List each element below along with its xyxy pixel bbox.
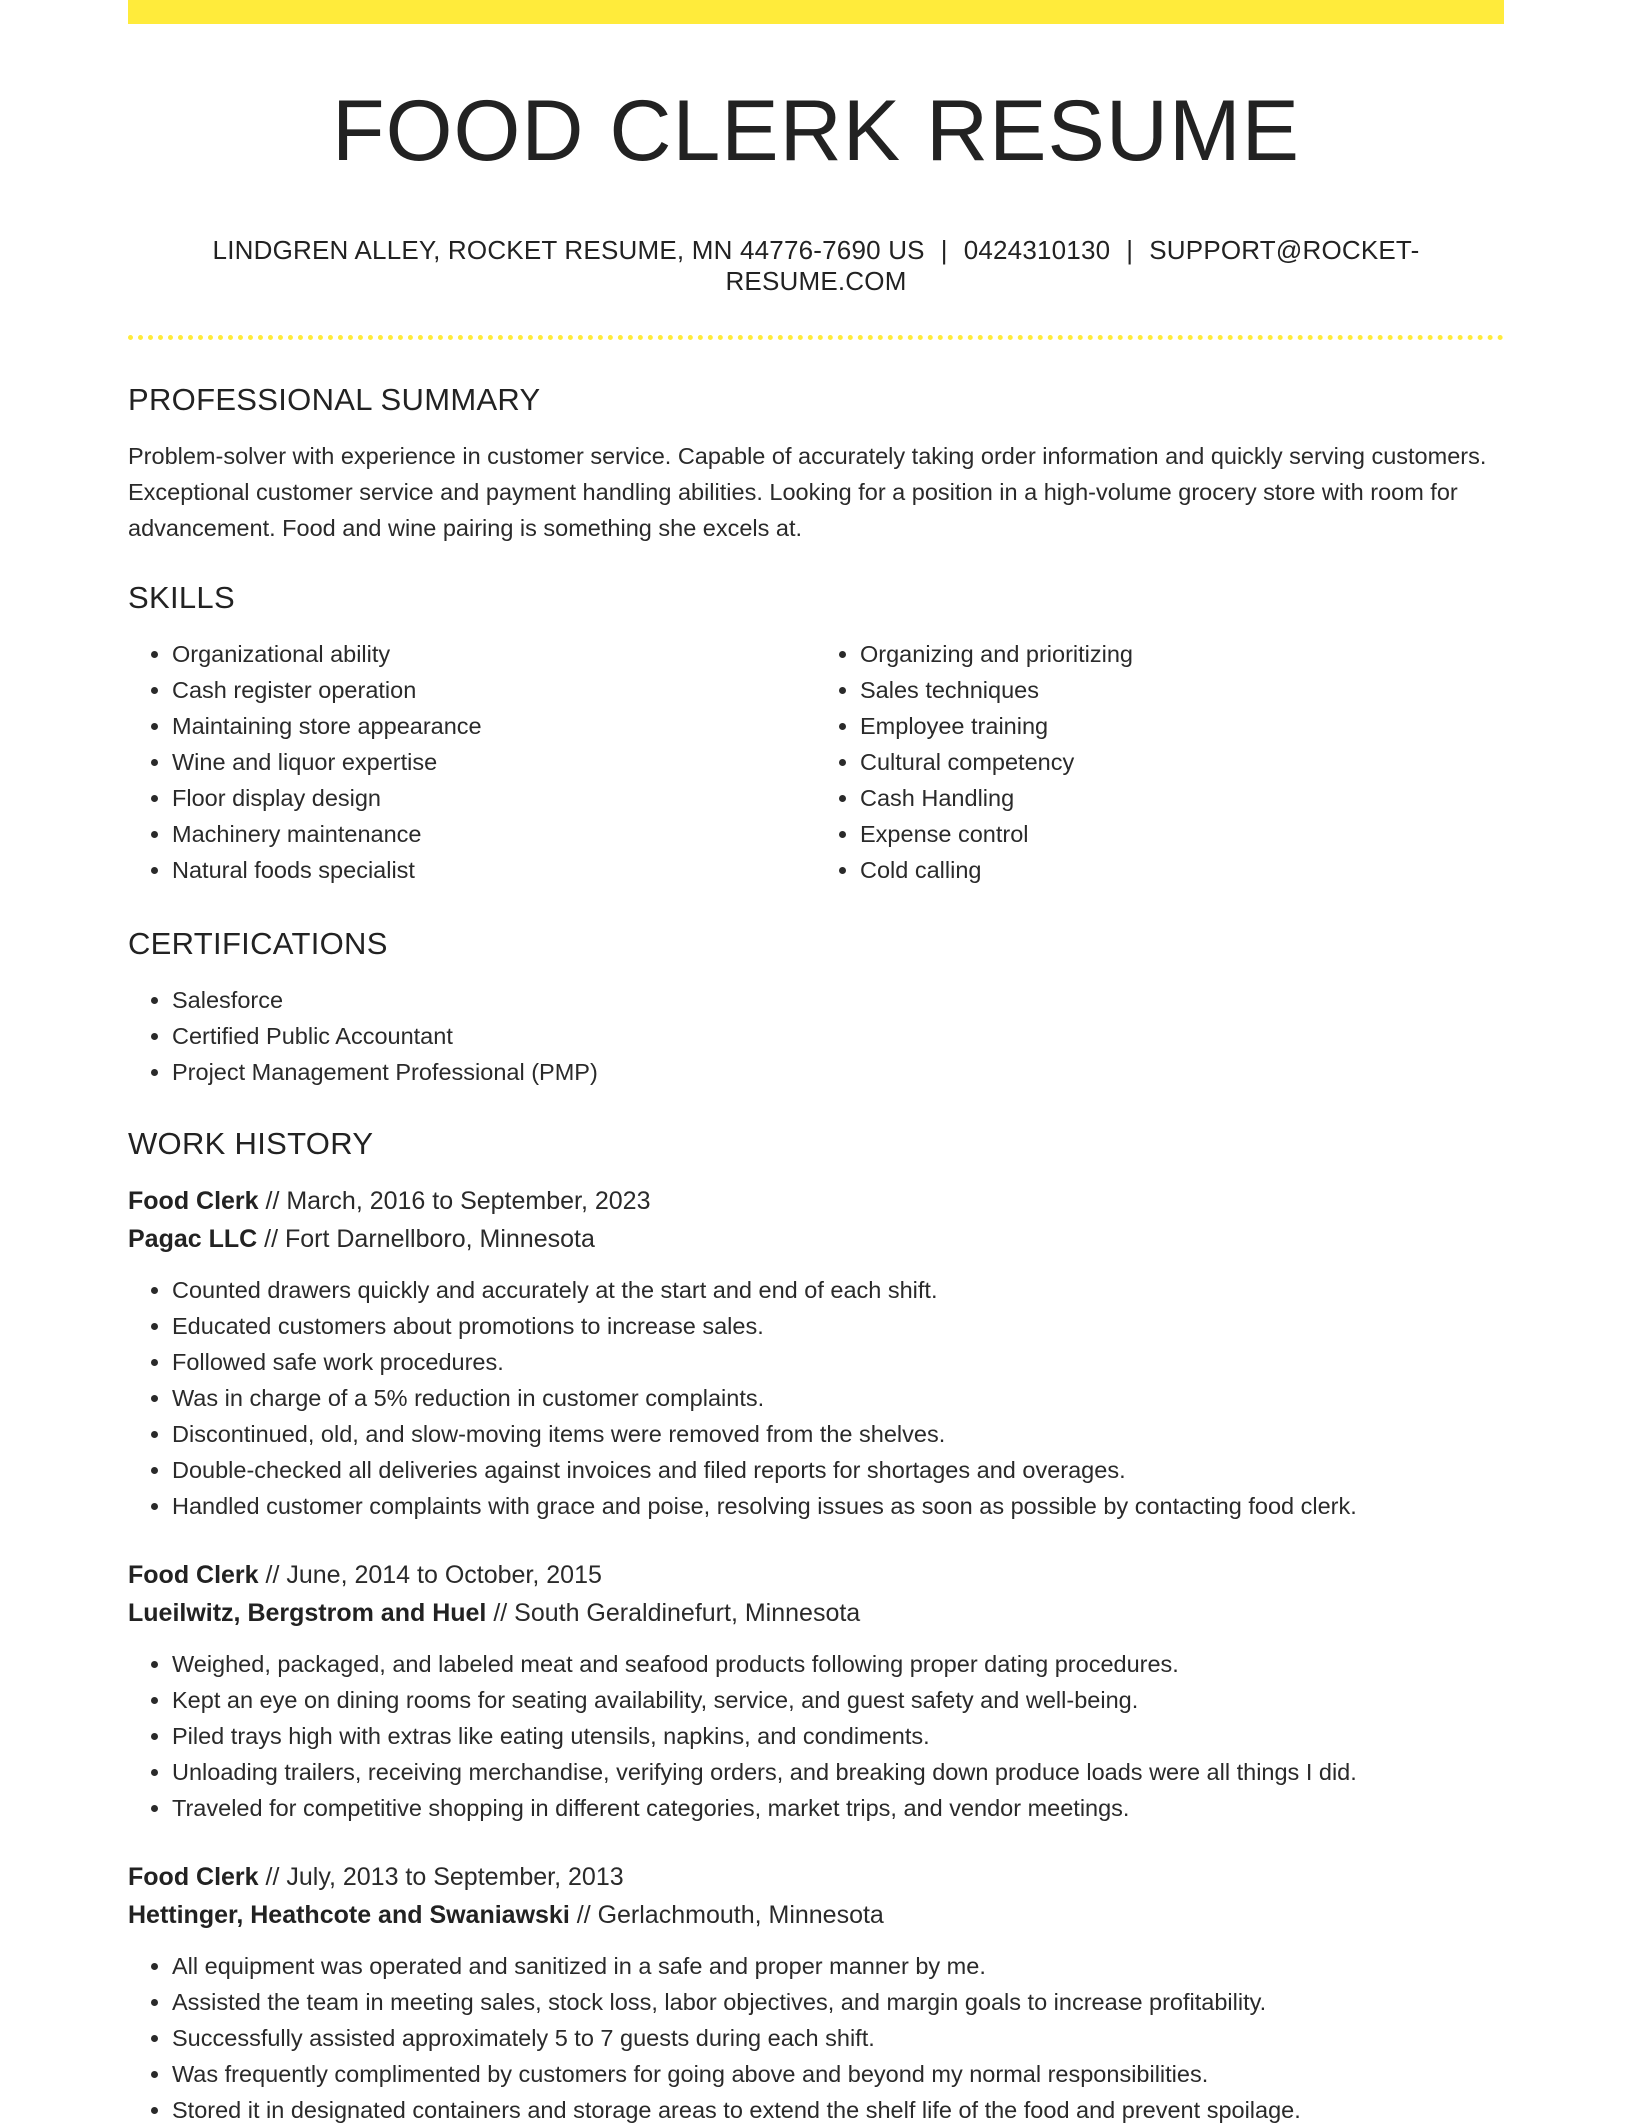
skill-item: • Employee training: [860, 708, 1504, 744]
job-title-line: [128, 1858, 1504, 1896]
certifications-list: [128, 982, 1504, 1090]
skill-item: • Expense control: [860, 816, 1504, 852]
job-bullet: • Handled customer complaints with grace and poise, resolving issues as soon as possible by contacting food clerk.: [172, 1488, 1504, 1524]
job-bullet: • Stored it in designated containers and storage areas to extend the shelf life of the food and prevent spoilage.: [172, 2092, 1504, 2128]
job-dates: // March, 2016 to September, 2023: [258, 1186, 651, 1215]
certification-item: • Project Management Professional (PMP): [172, 1054, 1504, 1090]
resume-title: FOOD CLERK RESUME: [332, 83, 1300, 179]
job-bullet: • Counted drawers quickly and accurately at the start and end of each shift.: [172, 1272, 1504, 1308]
job-bullet: • Unloading trailers, receiving merchandise, verifying orders, and breaking down produce loads were all things I did.: [172, 1754, 1504, 1790]
job-location: // South Geraldinefurt, Minnesota: [486, 1598, 861, 1627]
job-bullet: • Assisted the team in meeting sales, stock loss, labor objectives, and margin goals to increase profitability.: [172, 1984, 1504, 2020]
contact-separator: |: [1126, 234, 1134, 265]
job-bullet: • Followed safe work procedures.: [172, 1344, 1504, 1380]
job-company-line: [128, 1594, 1504, 1632]
contact-phone: 0424310130: [963, 234, 1111, 265]
skills-columns: [128, 636, 1504, 888]
job-entry: [128, 1858, 1504, 2128]
job-bullet: • Was frequently complimented by customers for going above and beyond my normal responsibilities.: [172, 2056, 1504, 2092]
skill-item: • Cash register operation: [172, 672, 816, 708]
job-bullet: • Piled trays high with extras like eating utensils, napkins, and condiments.: [172, 1718, 1504, 1754]
job-title: Food Clerk: [128, 1560, 259, 1589]
skill-item: • Organizing and prioritizing: [860, 636, 1504, 672]
job-title-line: [128, 1556, 1504, 1594]
skills-left-list: [128, 636, 816, 888]
job-bullets: [128, 1646, 1504, 1826]
job-entry: [128, 1182, 1504, 1524]
skills-heading: SKILLS: [128, 579, 235, 615]
job-bullet: • Double-checked all deliveries against invoices and filed reports for shortages and overages.: [172, 1452, 1504, 1488]
job-bullet: • Discontinued, old, and slow-moving items were removed from the shelves.: [172, 1416, 1504, 1452]
job-bullet: • All equipment was operated and sanitized in a safe and proper manner by me.: [172, 1948, 1504, 1984]
certification-item: • Salesforce: [172, 982, 1504, 1018]
job-title-line: [128, 1182, 1504, 1220]
job-company-line: [128, 1220, 1504, 1258]
skills-right-list: [816, 636, 1504, 888]
job-location: // Gerlachmouth, Minnesota: [569, 1900, 884, 1929]
job-location: // Fort Darnellboro, Minnesota: [257, 1224, 595, 1253]
job-bullet: • Traveled for competitive shopping in different categories, market trips, and vendor meetings.: [172, 1790, 1504, 1826]
skill-item: • Natural foods specialist: [172, 852, 816, 888]
job-bullet: • Was in charge of a 5% reduction in customer complaints.: [172, 1380, 1504, 1416]
contact-address: LINDGREN ALLEY, ROCKET RESUME, MN 44776-7690 US: [212, 234, 925, 265]
contact-separator: |: [940, 234, 948, 265]
job-bullets: [128, 1948, 1504, 2128]
job-entry: [128, 1556, 1504, 1826]
skill-item: • Wine and liquor expertise: [172, 744, 816, 780]
skill-item: • Floor display design: [172, 780, 816, 816]
accent-top-bar: [128, 0, 1504, 24]
job-company: Hettinger, Heathcote and Swaniawski: [128, 1900, 570, 1929]
skill-item: • Cold calling: [860, 852, 1504, 888]
job-bullet: • Kept an eye on dining rooms for seating availability, service, and guest safety and well-being.: [172, 1682, 1504, 1718]
job-company: Lueilwitz, Bergstrom and Huel: [128, 1598, 487, 1627]
work-history-heading: WORK HISTORY: [128, 1125, 374, 1161]
skill-item: • Organizational ability: [172, 636, 816, 672]
skill-item: • Cash Handling: [860, 780, 1504, 816]
summary-heading: PROFESSIONAL SUMMARY: [128, 381, 541, 417]
certification-item: • Certified Public Accountant: [172, 1018, 1504, 1054]
summary-text: Problem-solver with experience in customer service. Capable of accurately taking order information and quickly serving customers. Exceptional customer service and payment handling abilities. Looking for a position in a high-volume grocery store with room for advancement. Food and wine pairing is something she excels at.: [128, 442, 1487, 541]
contact-email: SUPPORT@ROCKET-RESUME.COM: [725, 234, 1420, 296]
contact-line: [128, 235, 1504, 297]
skill-item: • Maintaining store appearance: [172, 708, 816, 744]
job-company-line: [128, 1896, 1504, 1934]
job-title: Food Clerk: [128, 1862, 259, 1891]
job-title: Food Clerk: [128, 1186, 259, 1215]
job-dates: // June, 2014 to October, 2015: [258, 1560, 602, 1589]
job-company: Pagac LLC: [128, 1224, 258, 1253]
certifications-heading: CERTIFICATIONS: [128, 925, 388, 961]
job-dates: // July, 2013 to September, 2013: [258, 1862, 624, 1891]
resume-page: [128, 0, 1504, 2128]
skill-item: • Cultural competency: [860, 744, 1504, 780]
job-bullets: [128, 1272, 1504, 1524]
job-bullet: • Successfully assisted approximately 5 to 7 guests during each shift.: [172, 2020, 1504, 2056]
job-bullet: • Weighed, packaged, and labeled meat and seafood products following proper dating procedures.: [172, 1646, 1504, 1682]
dotted-divider: [128, 335, 1504, 340]
job-bullet: • Educated customers about promotions to increase sales.: [172, 1308, 1504, 1344]
skill-item: • Sales techniques: [860, 672, 1504, 708]
skill-item: • Machinery maintenance: [172, 816, 816, 852]
